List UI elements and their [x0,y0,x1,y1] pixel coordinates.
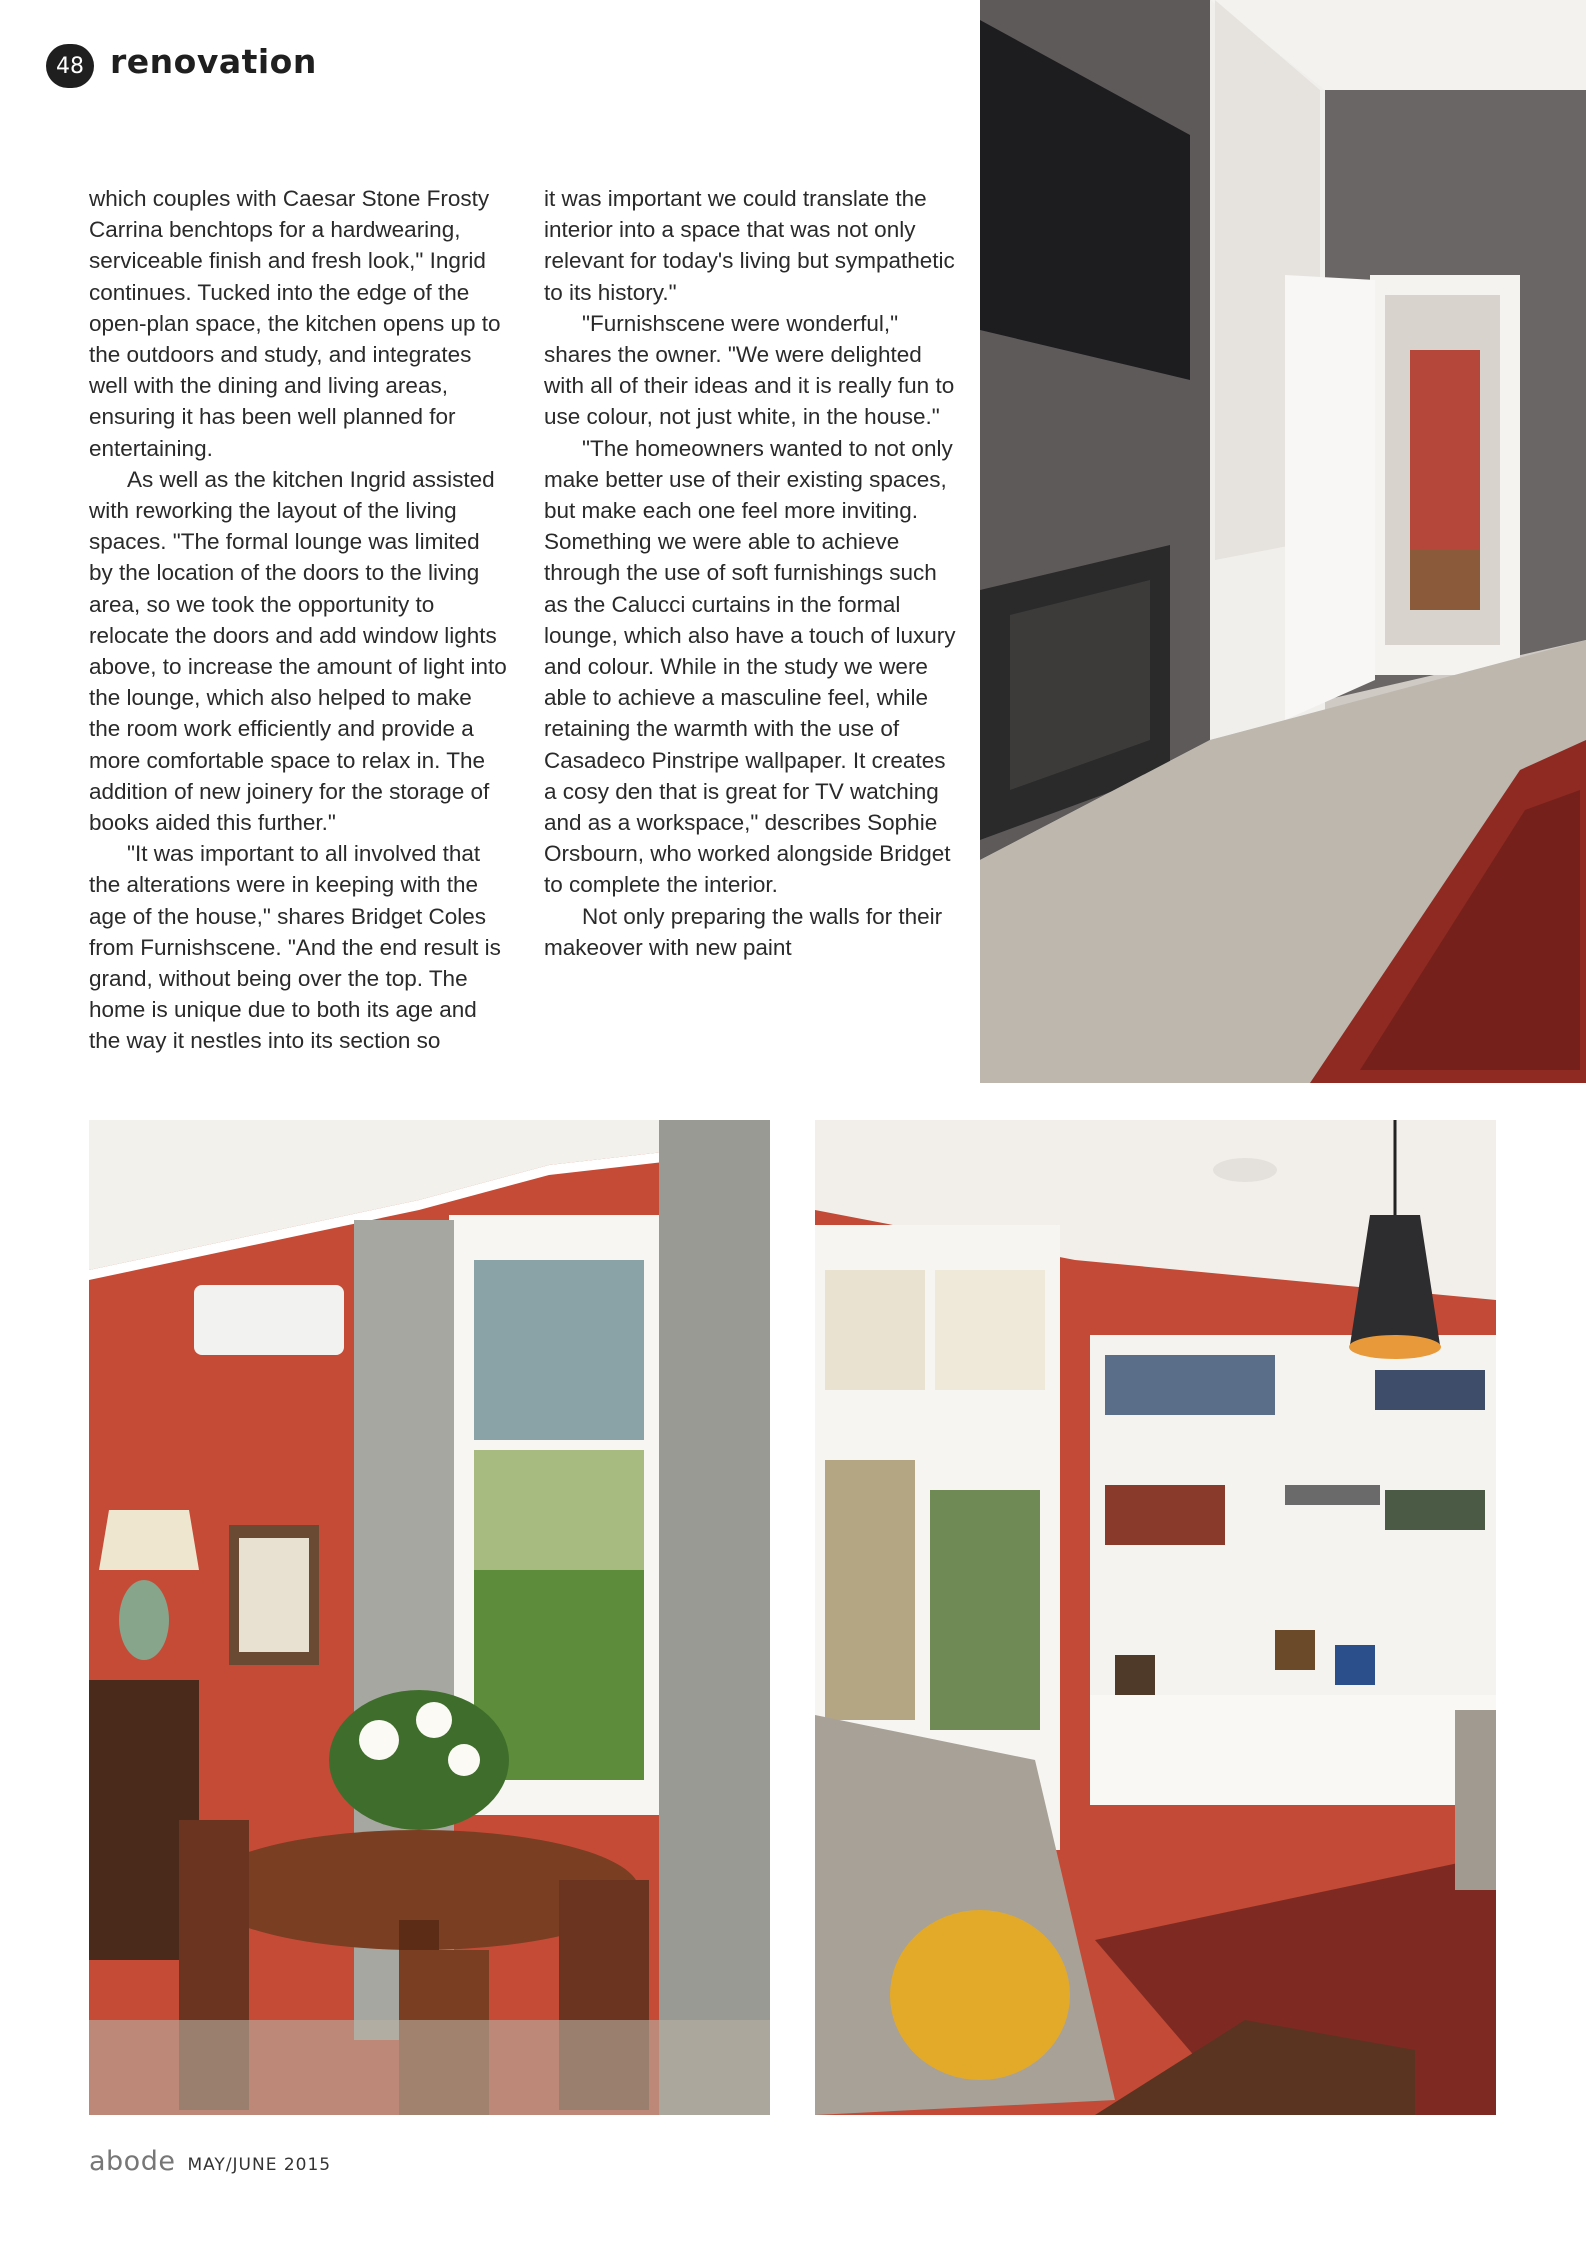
article-column-1 [89,183,509,1057]
section-title: renovation [110,42,317,81]
paragraph: "It was important to all involved that the alterations were in keeping with the age of the house," shares Bridget Coles from Furnishscene. "And the end result is grand, without being over the top. The home is unique due to both its age and the way it nestles into its section so [89,841,501,1054]
paragraph: Not only preparing the walls for their makeover with new paint [544,903,943,960]
paragraph: it was important we could translate the interior into a space that was not only relevant for today's living but sympathetic to its history." [544,186,955,305]
paragraph: which couples with Caesar Stone Frosty Carrina benchtops for a hardwearing, serviceable finish and fresh look," Ingrid continues. Tucked into the edge of the open-plan space, the kitchen opens up to the outdoors and study, and integrates well with the dining and living areas, ensuring it has been well planned for entertaining. [89,186,501,461]
magazine-name: abode [89,2146,176,2177]
issue-date: MAY/JUNE 2015 [187,2155,332,2175]
article-column-2 [544,183,964,963]
paragraph: "Furnishscene were wonderful," shares the owner. "We were delighted with all of their ideas and it is really fun to use colour, not just white, in the house." [544,310,955,430]
dining-room-photo [89,1120,770,2115]
page-number-badge: 48 [46,44,94,88]
study-fireplace-photo [980,0,1586,1083]
paragraph: "The homeowners wanted to not only make better use of their existing spaces, but make each one feel more inviting. Something we were able to achieve through the use of soft furnishings such as the Calucci curtains in the formal lounge, which also have a touch of luxury and colour. While in the study we were able to achieve a masculine feel, while retaining the warmth with the use of Casadeco Pinstripe wallpaper. It creates a cosy den that is great for TV watching and as a workspace," describes Sophie Orsbourn, who worked alongside Bridget to complete the interior. [544,435,956,898]
paragraph: As well as the kitchen Ingrid assisted with reworking the layout of the living spaces. "The formal lounge was limited by the location of the doors to the living area, so we took the opportunity to relocate the doors and add window lights above, to increase the amount of light into the lounge, which also helped to make the room work efficiently and provide a more comfortable space to relax in. The addition of new joinery for the storage of books aided this further." [89,466,507,836]
living-room-bookcase-photo [815,1120,1496,2115]
page-footer [89,2146,331,2177]
